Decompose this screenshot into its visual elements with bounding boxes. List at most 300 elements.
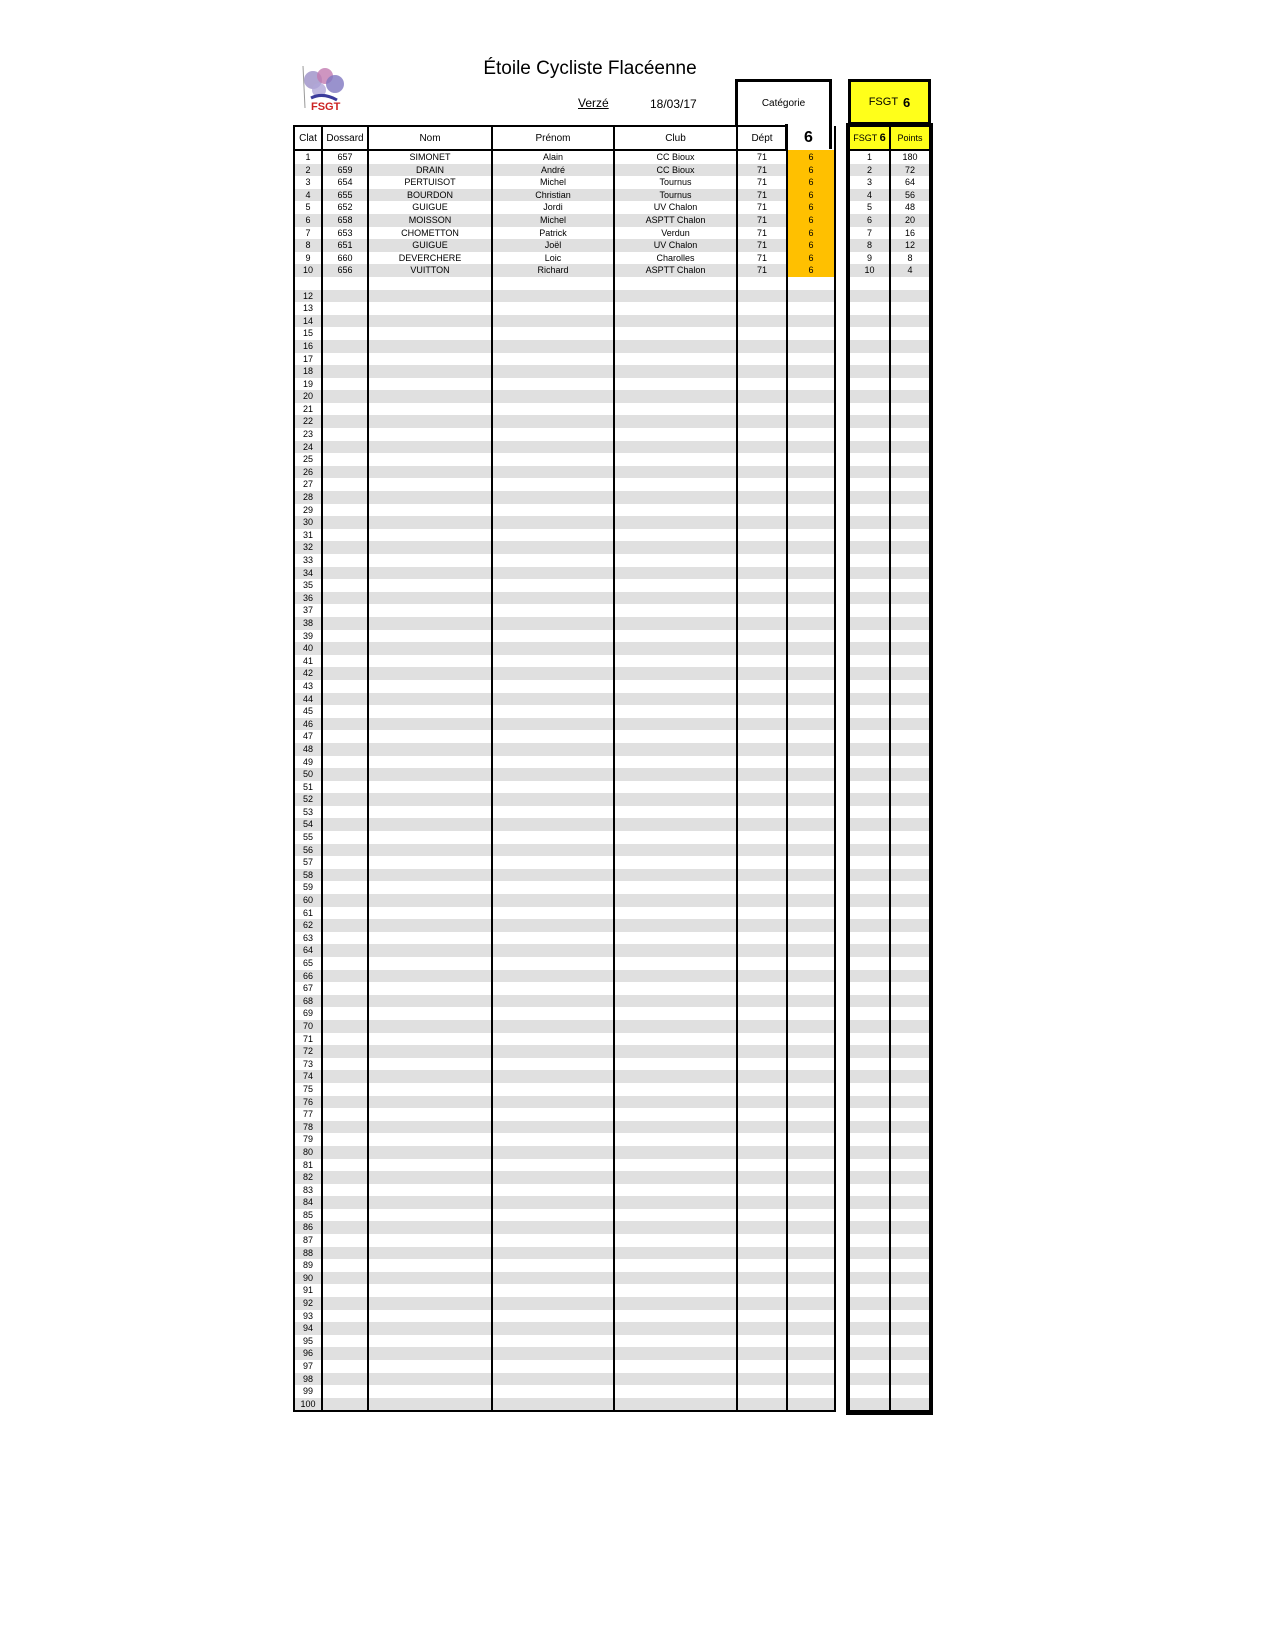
cell-categorie [787, 315, 835, 328]
cell-club [614, 592, 737, 605]
points-row [849, 1146, 930, 1159]
cell-categorie: 6 [787, 201, 835, 214]
cell-club [614, 428, 737, 441]
cell-clat: 8 [294, 239, 322, 252]
cell-dossard [322, 579, 368, 592]
cell-categorie [787, 1045, 835, 1058]
cell-club [614, 907, 737, 920]
cell-dept [737, 869, 787, 882]
cell-rank [849, 869, 890, 882]
points-row [849, 1297, 930, 1310]
cell-club [614, 1297, 737, 1310]
cell-points [890, 365, 930, 378]
cell-prenom [492, 277, 614, 290]
cell-dept [737, 1322, 787, 1335]
cell-dept [737, 831, 787, 844]
cell-prenom [492, 504, 614, 517]
cell-rank [849, 1121, 890, 1134]
categorie-label: Catégorie [761, 98, 806, 109]
cell-prenom [492, 1045, 614, 1058]
cell-dossard [322, 869, 368, 882]
cell-prenom [492, 1221, 614, 1234]
cell-categorie [787, 1096, 835, 1109]
points-row [849, 1398, 930, 1412]
cell-clat: 2 [294, 164, 322, 177]
cell-points [890, 378, 930, 391]
cell-rank [849, 1070, 890, 1083]
cell-rank [849, 1045, 890, 1058]
cell-points [890, 567, 930, 580]
cell-club [614, 415, 737, 428]
cell-clat: 100 [294, 1398, 322, 1412]
cell-rank [849, 1335, 890, 1348]
table-row [294, 252, 835, 265]
cell-categorie [787, 818, 835, 831]
cell-nom [368, 1234, 492, 1247]
cell-categorie [787, 944, 835, 957]
points-row [849, 982, 930, 995]
table-row [294, 756, 835, 769]
cell-dossard [322, 428, 368, 441]
cell-categorie [787, 604, 835, 617]
cell-prenom: Christian [492, 189, 614, 202]
points-row [849, 1184, 930, 1197]
cell-clat: 64 [294, 944, 322, 957]
cell-clat: 37 [294, 604, 322, 617]
cell-dossard [322, 768, 368, 781]
cell-club [614, 680, 737, 693]
table-row [294, 176, 835, 189]
cell-club [614, 1007, 737, 1020]
cell-nom [368, 1146, 492, 1159]
cell-nom [368, 982, 492, 995]
cell-points [890, 428, 930, 441]
cell-nom [368, 1310, 492, 1323]
cell-dept [737, 403, 787, 416]
table-row [294, 415, 835, 428]
cell-clat: 31 [294, 529, 322, 542]
cell-rank [849, 655, 890, 668]
points-row [849, 718, 930, 731]
cell-prenom [492, 1322, 614, 1335]
cell-clat: 83 [294, 1184, 322, 1197]
points-row [849, 541, 930, 554]
cell-dept [737, 1247, 787, 1260]
table-row [294, 1159, 835, 1172]
cell-dossard [322, 743, 368, 756]
cell-clat: 78 [294, 1121, 322, 1134]
cell-points [890, 730, 930, 743]
cell-points [890, 1133, 930, 1146]
cell-clat: 80 [294, 1146, 322, 1159]
table-row [294, 655, 835, 668]
cell-points [890, 516, 930, 529]
cell-prenom [492, 693, 614, 706]
cell-club [614, 718, 737, 731]
points-row [849, 378, 930, 391]
cell-points [890, 1335, 930, 1348]
table-row [294, 1020, 835, 1033]
race-date: 18/03/17 [650, 97, 697, 111]
cell-club [614, 768, 737, 781]
points-row [849, 667, 930, 680]
cell-points [890, 919, 930, 932]
cell-points [890, 1221, 930, 1234]
cell-dossard [322, 1121, 368, 1134]
cell-prenom [492, 894, 614, 907]
cell-points [890, 995, 930, 1008]
cell-clat: 22 [294, 415, 322, 428]
table-row [294, 919, 835, 932]
cell-dept [737, 1385, 787, 1398]
cell-points [890, 756, 930, 769]
results-header-row [294, 126, 835, 150]
table-row [294, 1360, 835, 1373]
cell-clat: 3 [294, 176, 322, 189]
cell-categorie [787, 1020, 835, 1033]
cell-prenom [492, 869, 614, 882]
points-row [849, 1360, 930, 1373]
cell-club [614, 831, 737, 844]
table-row [294, 277, 835, 290]
cell-dept [737, 1058, 787, 1071]
cell-prenom [492, 390, 614, 403]
cell-prenom [492, 378, 614, 391]
cell-nom: VUITTON [368, 264, 492, 277]
points-row [849, 1058, 930, 1071]
cell-rank: 1 [849, 150, 890, 164]
cell-categorie [787, 592, 835, 605]
cell-rank [849, 604, 890, 617]
cell-club [614, 970, 737, 983]
cell-dept [737, 415, 787, 428]
cell-categorie [787, 516, 835, 529]
cell-dossard [322, 680, 368, 693]
cell-clat: 88 [294, 1247, 322, 1260]
page-title: Étoile Cycliste Flacéenne [483, 58, 697, 79]
col-header-prenom: Prénom [492, 126, 614, 150]
cell-nom [368, 1373, 492, 1386]
cell-club [614, 1020, 737, 1033]
cell-prenom [492, 667, 614, 680]
cell-clat: 5 [294, 201, 322, 214]
points-row [849, 1083, 930, 1096]
points-row [849, 201, 930, 214]
cell-prenom [492, 844, 614, 857]
cell-clat: 68 [294, 995, 322, 1008]
cell-points [890, 504, 930, 517]
col-header-categorie [787, 126, 835, 150]
cell-clat: 94 [294, 1322, 322, 1335]
cell-rank [849, 315, 890, 328]
cell-dossard [322, 1171, 368, 1184]
cell-clat: 50 [294, 768, 322, 781]
cell-clat: 12 [294, 290, 322, 303]
cell-prenom [492, 818, 614, 831]
cell-clat: 23 [294, 428, 322, 441]
cell-categorie [787, 541, 835, 554]
cell-club [614, 1322, 737, 1335]
cell-rank [849, 1209, 890, 1222]
cell-dossard: 659 [322, 164, 368, 177]
points-row [849, 592, 930, 605]
cell-nom [368, 1398, 492, 1412]
table-row [294, 227, 835, 240]
cell-points [890, 1234, 930, 1247]
cell-prenom [492, 1360, 614, 1373]
cell-points [890, 1007, 930, 1020]
cell-categorie [787, 1259, 835, 1272]
cell-dossard [322, 957, 368, 970]
cell-club [614, 1284, 737, 1297]
cell-rank [849, 894, 890, 907]
cell-dossard: 657 [322, 150, 368, 164]
cell-rank [849, 1347, 890, 1360]
cell-categorie [787, 1385, 835, 1398]
cell-prenom [492, 415, 614, 428]
cell-prenom: Loic [492, 252, 614, 265]
cell-dept [737, 1159, 787, 1172]
cell-prenom [492, 1259, 614, 1272]
cell-rank [849, 818, 890, 831]
points-row [849, 781, 930, 794]
cell-prenom [492, 353, 614, 366]
cell-club [614, 667, 737, 680]
cell-dossard [322, 1083, 368, 1096]
cell-dept [737, 1360, 787, 1373]
table-row [294, 164, 835, 177]
cell-clat: 47 [294, 730, 322, 743]
cell-prenom [492, 579, 614, 592]
cell-clat: 45 [294, 705, 322, 718]
cell-club [614, 1184, 737, 1197]
points-row [849, 315, 930, 328]
cell-nom: DRAIN [368, 164, 492, 177]
cell-nom [368, 680, 492, 693]
points-row [849, 567, 930, 580]
cell-categorie [787, 1083, 835, 1096]
points-row [849, 1234, 930, 1247]
cell-nom [368, 793, 492, 806]
cell-clat: 84 [294, 1196, 322, 1209]
table-row [294, 1058, 835, 1071]
cell-categorie [787, 1070, 835, 1083]
cell-club [614, 466, 737, 479]
cell-dept [737, 756, 787, 769]
points-row [849, 1171, 930, 1184]
table-row [294, 403, 835, 416]
cell-club: UV Chalon [614, 201, 737, 214]
cell-categorie [787, 1121, 835, 1134]
cell-prenom [492, 1121, 614, 1134]
cell-dept [737, 793, 787, 806]
points-row [849, 239, 930, 252]
cell-nom [368, 1272, 492, 1285]
points-row [849, 1272, 930, 1285]
points-row [849, 1033, 930, 1046]
cell-nom [368, 1221, 492, 1234]
cell-rank [849, 856, 890, 869]
points-row [849, 1310, 930, 1323]
cell-nom [368, 1209, 492, 1222]
points-row [849, 302, 930, 315]
table-row [294, 1259, 835, 1272]
cell-prenom [492, 1133, 614, 1146]
cell-clat: 90 [294, 1272, 322, 1285]
cell-points [890, 1297, 930, 1310]
cell-nom [368, 1070, 492, 1083]
points-row [849, 1121, 930, 1134]
cell-rank [849, 277, 890, 290]
cell-points [890, 1159, 930, 1172]
table-row [294, 630, 835, 643]
cell-dossard [322, 1020, 368, 1033]
cell-clat: 19 [294, 378, 322, 391]
cell-prenom: Richard [492, 264, 614, 277]
cell-rank [849, 642, 890, 655]
cell-prenom [492, 1108, 614, 1121]
cell-rank [849, 907, 890, 920]
cell-prenom [492, 919, 614, 932]
cell-dossard [322, 1234, 368, 1247]
cell-nom [368, 957, 492, 970]
cell-points [890, 1247, 930, 1260]
cell-rank [849, 630, 890, 643]
table-row [294, 818, 835, 831]
cell-nom [368, 730, 492, 743]
points-row [849, 529, 930, 542]
cell-categorie [787, 1373, 835, 1386]
cell-dossard [322, 491, 368, 504]
points-row [849, 214, 930, 227]
cell-points [890, 1284, 930, 1297]
fsgt-category-box [848, 79, 931, 125]
cell-dossard [322, 1070, 368, 1083]
cell-rank [849, 529, 890, 542]
cell-dept [737, 567, 787, 580]
points-row [849, 453, 930, 466]
cell-clat: 15 [294, 327, 322, 340]
points-row [849, 957, 930, 970]
cell-dossard [322, 1360, 368, 1373]
table-row [294, 592, 835, 605]
cell-rank [849, 1272, 890, 1285]
cell-club [614, 516, 737, 529]
cell-points [890, 743, 930, 756]
cell-points [890, 630, 930, 643]
cell-nom [368, 1007, 492, 1020]
cell-categorie [787, 831, 835, 844]
cell-dossard [322, 1045, 368, 1058]
cell-club [614, 1045, 737, 1058]
cell-nom [368, 491, 492, 504]
cell-points: 56 [890, 189, 930, 202]
cell-club: UV Chalon [614, 239, 737, 252]
cell-nom [368, 1171, 492, 1184]
points-row [849, 1259, 930, 1272]
cell-dossard [322, 730, 368, 743]
points-row [849, 516, 930, 529]
cell-clat: 70 [294, 1020, 322, 1033]
cell-club [614, 705, 737, 718]
cell-clat: 85 [294, 1209, 322, 1222]
cell-nom [368, 768, 492, 781]
cell-dossard [322, 932, 368, 945]
cell-points [890, 1196, 930, 1209]
cell-clat: 38 [294, 617, 322, 630]
cell-nom [368, 1159, 492, 1172]
cell-dossard [322, 718, 368, 731]
cell-nom [368, 579, 492, 592]
points-row [849, 1385, 930, 1398]
cell-points [890, 1146, 930, 1159]
cell-nom [368, 844, 492, 857]
cell-clat: 59 [294, 881, 322, 894]
points-row [849, 869, 930, 882]
cell-dept [737, 944, 787, 957]
points-row [849, 290, 930, 303]
table-row [294, 730, 835, 743]
cell-clat: 49 [294, 756, 322, 769]
cell-points [890, 932, 930, 945]
cell-categorie [787, 667, 835, 680]
table-row [294, 466, 835, 479]
cell-nom [368, 1033, 492, 1046]
cell-nom [368, 441, 492, 454]
cell-club [614, 1360, 737, 1373]
cell-club [614, 844, 737, 857]
cell-categorie [787, 894, 835, 907]
cell-dept [737, 655, 787, 668]
points-row [849, 705, 930, 718]
cell-dossard [322, 705, 368, 718]
cell-club [614, 390, 737, 403]
points-row [849, 831, 930, 844]
cell-nom [368, 818, 492, 831]
cell-club [614, 541, 737, 554]
cell-dept [737, 705, 787, 718]
cell-clat: 89 [294, 1259, 322, 1272]
cell-dept [737, 491, 787, 504]
points-row [849, 630, 930, 643]
cell-nom [368, 504, 492, 517]
cell-categorie [787, 1247, 835, 1260]
cell-points [890, 1121, 930, 1134]
cell-nom [368, 756, 492, 769]
table-row [294, 1234, 835, 1247]
cell-club: CC Bioux [614, 150, 737, 164]
table-row [294, 1310, 835, 1323]
cell-club [614, 1133, 737, 1146]
cell-nom [368, 1347, 492, 1360]
table-row [294, 1335, 835, 1348]
cell-clat: 17 [294, 353, 322, 366]
cell-clat: 56 [294, 844, 322, 857]
cell-rank [849, 365, 890, 378]
cell-categorie [787, 995, 835, 1008]
cell-dept [737, 390, 787, 403]
cell-rank [849, 1196, 890, 1209]
points-row [849, 504, 930, 517]
cell-categorie [787, 630, 835, 643]
cell-dept [737, 806, 787, 819]
cell-points [890, 1096, 930, 1109]
cell-dossard: 651 [322, 239, 368, 252]
table-row [294, 1007, 835, 1020]
cell-rank [849, 541, 890, 554]
col-header-dossard: Dossard [322, 126, 368, 150]
cell-rank [849, 1360, 890, 1373]
